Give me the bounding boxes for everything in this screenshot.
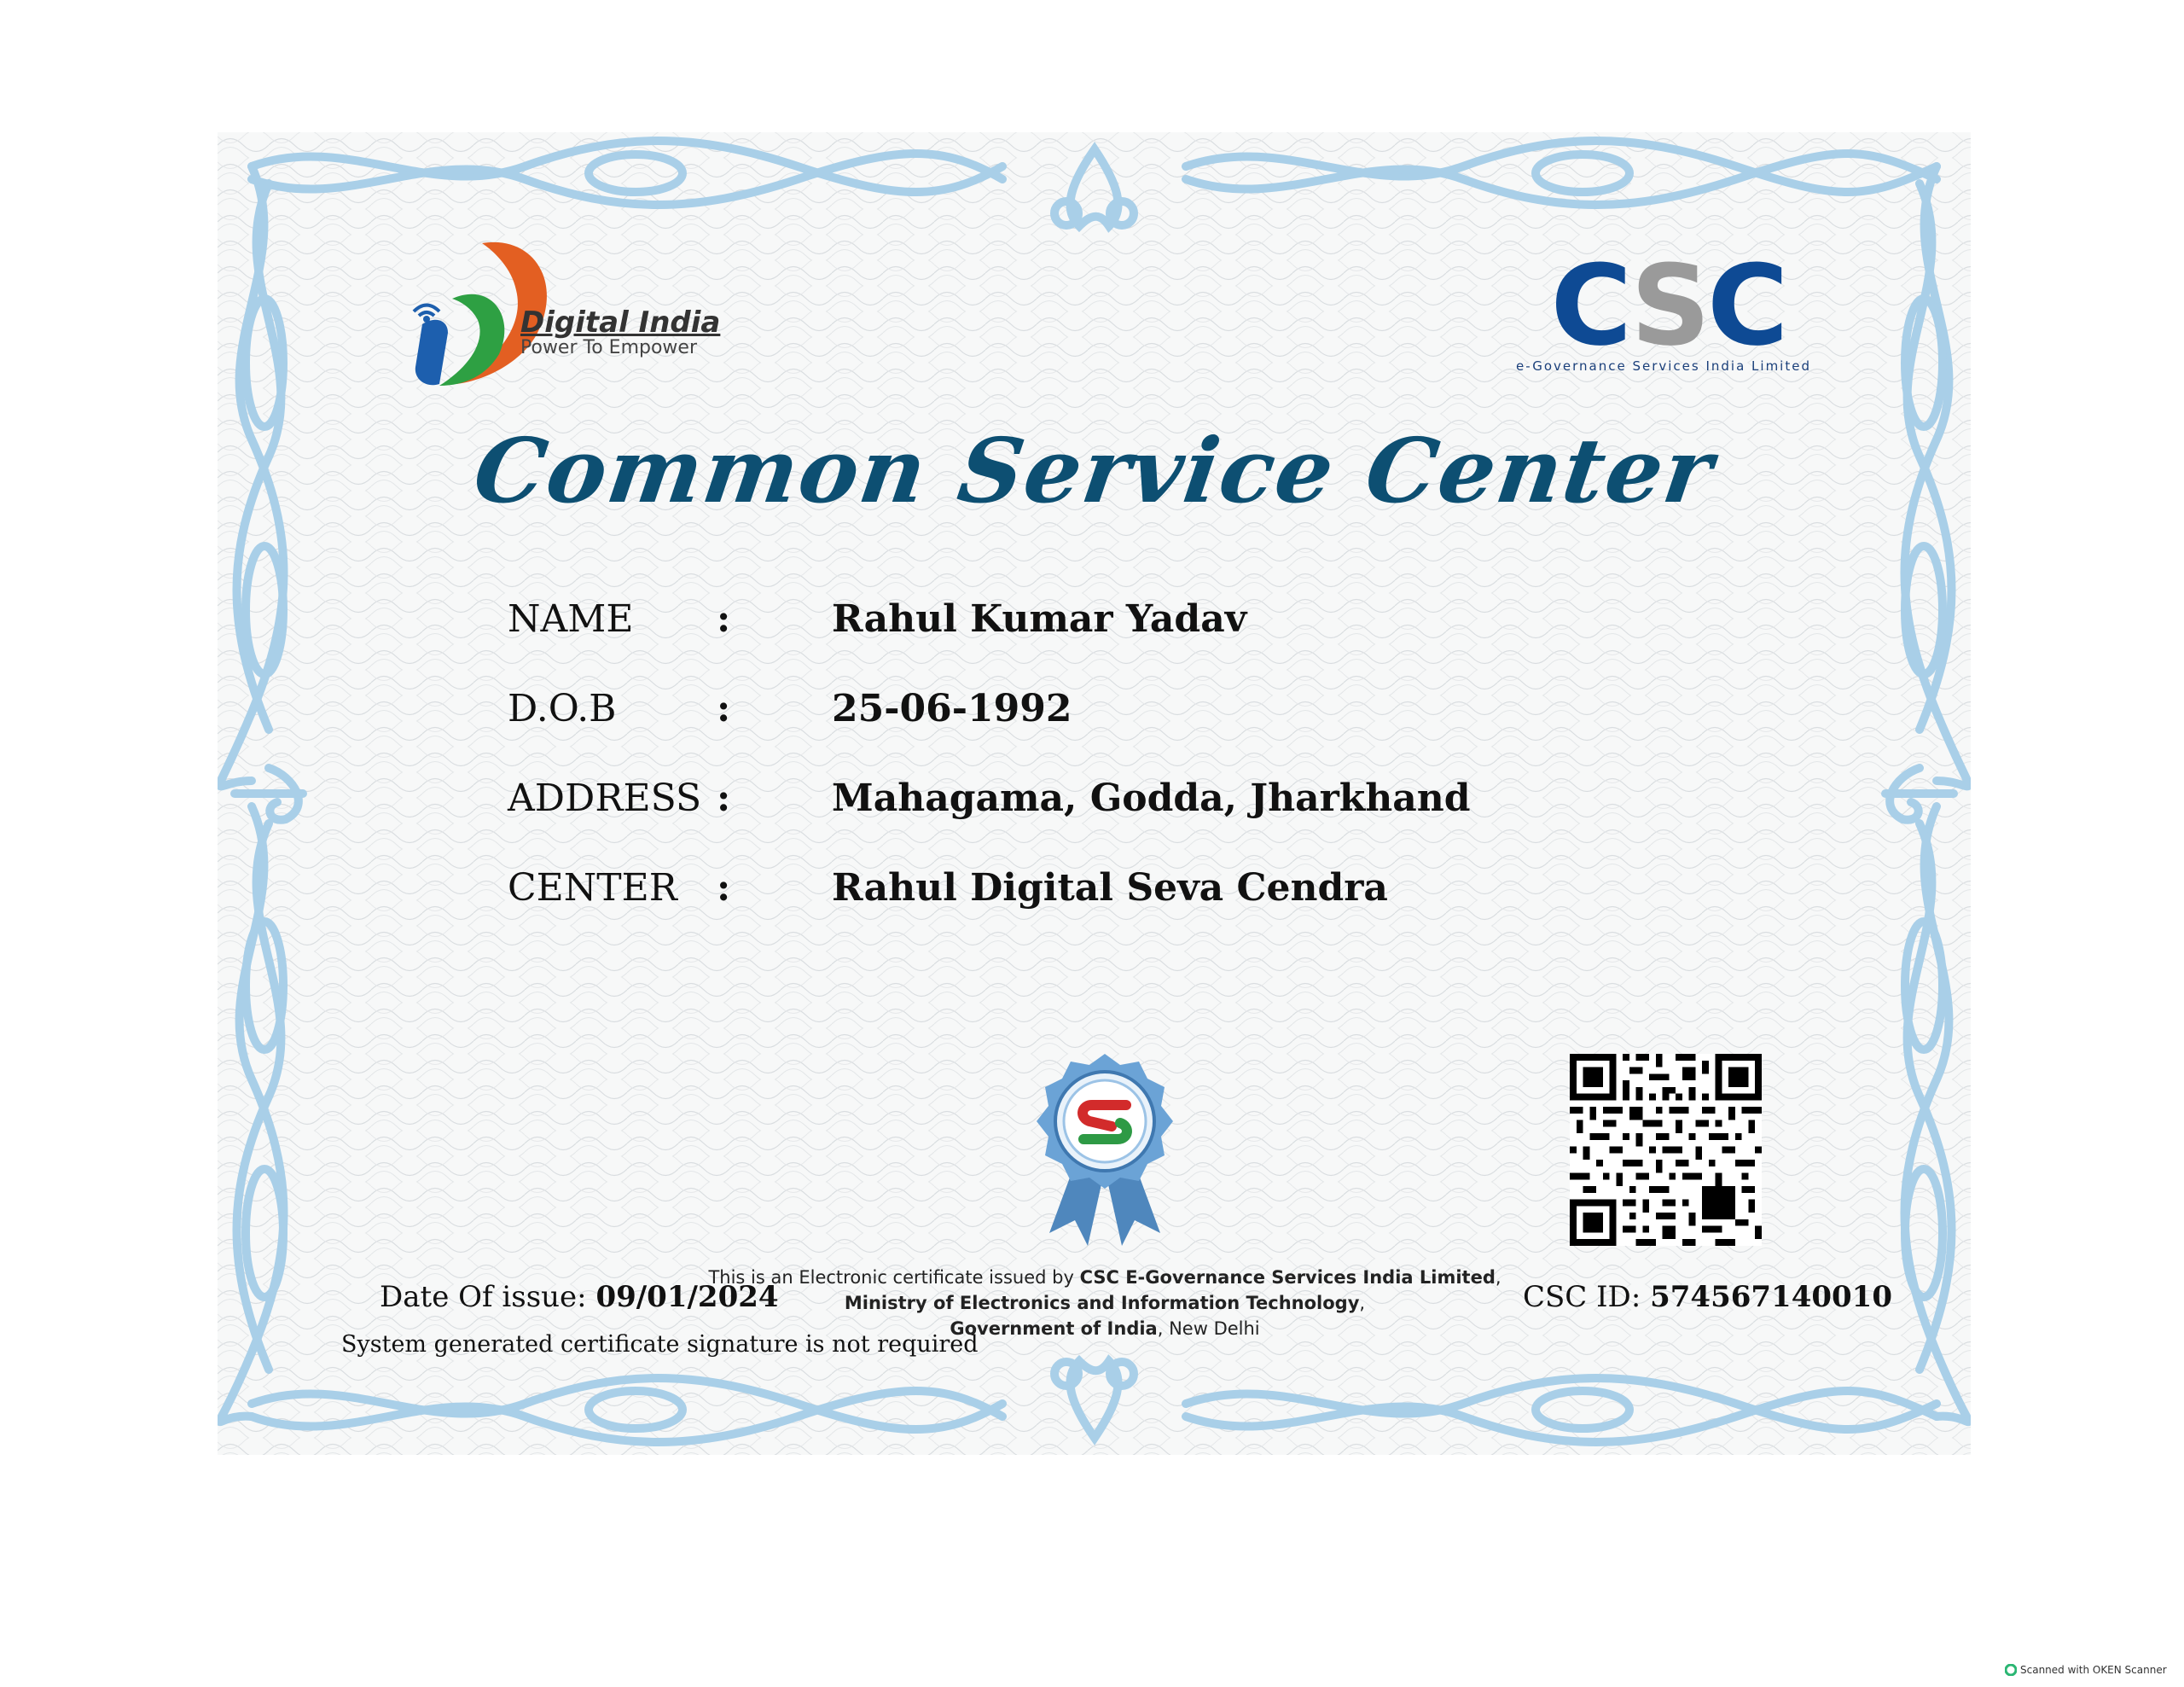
electronic-note-issuer: CSC E-Governance Services India Limited bbox=[1079, 1267, 1496, 1288]
csc-subtitle: e-Governance Services India Limited bbox=[1516, 358, 1811, 374]
digital-india-title: Digital India bbox=[520, 305, 721, 340]
certificate-title: Common Service Center bbox=[468, 418, 1721, 523]
electronic-note-prefix: This is an Electronic certificate issued by bbox=[708, 1267, 1080, 1288]
csc-id-value: 574567140010 bbox=[1650, 1280, 1892, 1314]
electronic-note-location: , New Delhi bbox=[1157, 1318, 1260, 1339]
dob-label: D.O.B bbox=[508, 687, 617, 730]
seal-badge-icon bbox=[1019, 1050, 1190, 1254]
name-value: Rahul Kumar Yadav bbox=[832, 597, 1247, 641]
csc-id-label: CSC ID: bbox=[1523, 1280, 1641, 1314]
system-generated-note: System generated certificate signature is not required bbox=[341, 1331, 979, 1358]
date-of-issue-label: Date Of issue: bbox=[380, 1280, 587, 1314]
digital-india-tagline: Power To Empower bbox=[520, 337, 697, 358]
center-label: CENTER bbox=[508, 866, 677, 910]
electronic-note-government: Government of India bbox=[950, 1318, 1158, 1339]
date-of-issue-value: 09/01/2024 bbox=[595, 1280, 779, 1314]
svg-text:CSC: CSC bbox=[1550, 243, 1786, 370]
scanner-logo-icon bbox=[2005, 1664, 2017, 1676]
address-label: ADDRESS bbox=[508, 777, 702, 820]
electronic-note-ministry: Ministry of Electronics and Information Technology bbox=[844, 1293, 1360, 1313]
qr-code bbox=[1570, 1054, 1762, 1246]
name-label: NAME bbox=[508, 597, 634, 641]
scanner-watermark: Scanned with OKEN Scanner bbox=[2020, 1664, 2167, 1676]
center-colon: : bbox=[717, 866, 731, 910]
dob-colon: : bbox=[717, 687, 731, 730]
csc-id bbox=[1523, 1280, 1892, 1314]
dob-value: 25-06-1992 bbox=[832, 687, 1072, 730]
electronic-note-comma-1: , bbox=[1495, 1267, 1502, 1288]
address-colon: : bbox=[717, 777, 731, 820]
electronic-note-line-2 bbox=[695, 1293, 1514, 1313]
name-colon: : bbox=[717, 597, 731, 641]
address-value: Mahagama, Godda, Jharkhand bbox=[832, 777, 1471, 820]
electronic-note-comma-2: , bbox=[1359, 1293, 1366, 1313]
certificate bbox=[218, 132, 1971, 1455]
electronic-note-line-3 bbox=[695, 1318, 1514, 1339]
electronic-note-line-1 bbox=[695, 1267, 1514, 1288]
center-value: Rahul Digital Seva Cendra bbox=[832, 866, 1388, 910]
